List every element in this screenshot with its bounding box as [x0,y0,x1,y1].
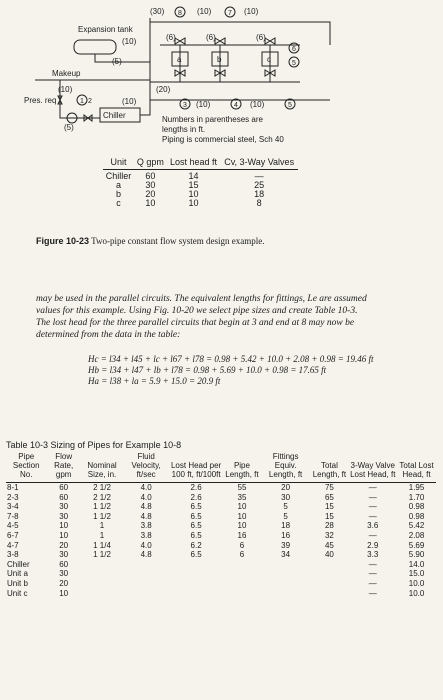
table-10-3-cell: 3.3 [367,550,379,560]
table-10-3-cell: 3.8 [140,521,152,531]
note-line-1: Numbers in parentheses are [162,115,263,124]
label-pres-req: Pres. req [24,96,57,105]
figure-caption [36,236,264,246]
node-2: 2 [88,98,92,105]
table-10-3-cell: 2 1/2 [93,483,111,492]
table-10-3-row [6,521,436,531]
table-10-3-cell: — [368,502,377,512]
figure-text: Two-pipe constant flow system design example. [91,236,265,246]
length-5-low: (5) [64,123,74,132]
table-10-3-cell: 1 1/2 [93,550,111,560]
table-10-3-cell [81,579,123,589]
table-10-3-cell [223,560,261,570]
table-10-3-cell: 6-7 [7,530,19,540]
table-10-3-cell: 10 [59,521,69,531]
table-10-3-cell: 1 1/2 [93,511,111,521]
expansion-tank [74,40,116,54]
table-10-3-cell [261,589,311,599]
length-20: (20) [156,85,171,94]
table-10-3-cell [123,569,169,579]
table-10-3-cell: 1.95 [408,483,425,492]
table-10-3-header: Flow Rate, gpm [46,452,80,483]
table-10-3-row [6,550,436,560]
length-10-top2: (10) [244,7,259,16]
node-5: 5 [292,60,296,67]
coil-a-label: a [177,55,182,64]
unit-cell: 10 [188,189,199,199]
table-10-3-cell: 1 1/4 [93,540,111,550]
table-10-3-cell: 16 [237,530,247,540]
length-10-bottom1: (10) [196,100,211,109]
table-10-3-cell: — [368,569,377,579]
table-10-3-cell: 34 [281,550,291,560]
table-10-3-cell: 4.8 [140,511,152,521]
length-30: (30) [150,7,165,16]
table-10-3-cell: 6.5 [190,521,202,531]
table-10-3-cell: — [368,492,377,502]
table-10-3-cell: 3-4 [7,502,19,512]
unit-cell: 8 [256,198,262,208]
length-10-makeup: (10) [58,85,73,94]
unit-row [103,181,298,190]
node-4: 4 [234,102,238,109]
unit-cell: a [116,180,122,190]
table-10-3-cell: Unit c [7,588,28,598]
table-10-3-row [6,493,436,503]
table-10-3-header: Fluid Velocity, ft/sec [123,452,169,483]
note-line-2: lengths in ft. [162,125,206,134]
unit-cell: 30 [145,180,156,190]
table-10-3-cell: 1 [99,521,105,531]
table-10-3-cell: 39 [281,540,291,550]
length-6c: (6) [256,33,266,42]
unit-header-unit: Unit [103,158,134,170]
para-line-1: may be used in the parallel circuits. The equivalent lengths for fittings, Le are assumed [36,294,367,304]
table-10-3-cell: 6 [239,540,245,550]
table-10-3-row [6,579,436,589]
table-10-3-cell: 6.5 [190,502,202,512]
unit-cell: b [116,189,122,199]
table-10-3-row [6,531,436,541]
table-10-3-header: Fittings Equiv. Length, ft [261,452,311,483]
table-10-3-cell: 28 [324,521,334,531]
table-10-3 [6,452,436,598]
table-10-3-cell: — [368,530,377,540]
length-5: (5) [112,57,122,66]
table-10-3-cell: 14.0 [408,559,425,569]
table-10-3-cell: 10 [237,521,247,531]
table-10-3-cell: 2.6 [190,492,202,502]
length-6b: (6) [206,33,216,42]
table-10-3-cell: — [368,483,377,492]
table-10-3-cell: 65 [324,492,334,502]
table-10-3-cell: 5.42 [408,521,425,531]
table-10-3-cell: 1.70 [408,492,425,502]
table-10-3-cell: 0.98 [408,502,425,512]
table-10-3-cell [310,569,348,579]
table-10-3-cell [169,569,223,579]
table-10-3-cell: 8-1 [7,483,19,492]
table-10-3-cell [81,569,123,579]
table-10-3-cell: Chiller [7,559,30,569]
table-10-3-cell: 1 [99,530,105,540]
table-10-3-cell: 10 [237,511,247,521]
table-10-3-cell: 40 [324,550,334,560]
table-10-3-cell: 3.6 [367,521,379,531]
table-10-3-cell: 2.6 [190,483,202,492]
table-10-3-cell: 30 [59,502,69,512]
table-10-3-cell: 10.0 [408,588,425,598]
table-10-3-cell [123,579,169,589]
table-10-3-cell [169,589,223,599]
unit-header-cv: Cv, 3-Way Valves [220,158,298,170]
table-10-3-row [6,502,436,512]
table-10-3-cell: 15 [324,511,334,521]
table-10-3-cell: 30 [59,550,69,560]
table-10-3-row [6,512,436,522]
table-10-3-cell: 60 [59,559,69,569]
table-10-3-header: Total Lost Head, ft [397,452,436,483]
equation-b: Hb = l34 + l47 + lb + l78 = 0.98 + 5.69 + 10.0 + 0.98 = 17.65 ft [88,365,327,375]
unit-cell: 20 [145,189,156,199]
equation-c: Hc = l34 + l45 + lc + l67 + l78 = 0.98 + 5.42 + 10.0 + 2.08 + 0.98 = 19.46 ft [88,354,374,364]
unit-row [103,199,298,208]
equation-a: Ha = l38 + la = 5.9 + 15.0 = 20.9 ft [88,376,221,386]
unit-row [103,170,298,182]
body-paragraph [36,293,436,341]
table-10-3-cell: 10.0 [408,578,425,588]
table-10-3-cell: 6.5 [190,530,202,540]
table-10-3-row [6,569,436,579]
table-10-3-title: Table 10-3 Sizing of Pipes for Example 10-8 [6,440,182,450]
table-10-3-cell: 4.0 [140,483,152,492]
para-line-3: The lost head for the three parallel circuits that begin at 3 and end at 8 may now be [36,318,355,328]
note-line-3: Piping is commercial steel, Sch 40 [162,135,284,144]
table-10-3-cell: 55 [237,483,247,492]
length-10-bottom2: (10) [250,100,265,109]
unit-cell: 25 [254,180,265,190]
table-10-3-cell: 2 1/2 [93,492,111,502]
table-10-3-cell: 4.8 [140,502,152,512]
table-10-3-cell: 35 [237,492,247,502]
table-10-3-cell: 75 [324,483,334,492]
table-10-3-cell: 30 [59,569,69,579]
table-10-3-cell [223,579,261,589]
table-10-3-cell: 1 1/2 [93,502,111,512]
table-10-3-cell: 45 [324,540,334,550]
table-10-3-cell: 15 [324,502,334,512]
table-10-3-header: Total Length, ft [310,452,348,483]
table-10-3-header: Nominal Size, in. [81,452,123,483]
node-3: 3 [183,102,187,109]
node-8: 8 [178,10,182,17]
unit-cell: 14 [188,171,199,181]
node-6: 6 [292,46,296,53]
para-line-4: determined from the data in the table: [36,330,181,340]
table-10-3-cell: 3.8 [140,530,152,540]
table-10-3-cell [81,589,123,599]
coil-b-label: b [217,55,222,64]
table-10-3-cell: 16 [281,530,291,540]
table-10-3-cell [123,589,169,599]
table-10-3-cell: 2.08 [408,530,425,540]
length-6a: (6) [166,33,176,42]
table-10-3-cell: 18 [281,521,291,531]
coil-c-label: c [267,55,271,64]
table-10-3-cell: 10 [59,530,69,540]
table-10-3-cell: 2-3 [7,492,19,502]
table-10-3-header: Lost Head per 100 ft, ft/100ft [169,452,223,483]
table-10-3-cell: 32 [324,530,334,540]
figure-label: Figure 10-23 [36,236,90,246]
table-10-3-cell: 10 [237,502,247,512]
table-10-3-cell: 30 [281,492,291,502]
table-10-3-cell [123,560,169,570]
table-10-3-cell [223,569,261,579]
table-10-3-cell [310,579,348,589]
table-10-3-cell: 5 [283,511,288,521]
node-7: 7 [228,10,232,17]
length-10-left: (10) [122,37,137,46]
unit-data-table [103,158,298,208]
table-10-3-header: Pipe Length, ft [223,452,261,483]
table-10-3-cell [310,560,348,570]
table-10-3-row [6,589,436,599]
table-10-3-cell: 10 [59,588,69,598]
table-10-3-cell: 6.5 [190,511,202,521]
table-10-3-cell: 6.5 [190,550,202,560]
table-10-3-cell: 20 [281,483,291,492]
unit-header-lost-head: Lost head ft [167,158,221,170]
length-10-top: (10) [197,7,212,16]
unit-cell: 60 [145,171,156,181]
table-10-3-header: 3-Way Valve Lost Head, ft [348,452,397,483]
unit-cell: c [116,198,121,208]
table-10-3-cell: 60 [59,492,69,502]
table-10-3-cell: — [368,511,377,521]
table-10-3-cell: 6.2 [190,540,202,550]
table-10-3-cell [261,560,311,570]
unit-header-q: Q gpm [134,158,167,170]
table-10-3-cell [261,569,311,579]
para-line-2: values for this example. Using Fig. 10-20 we select pipe sizes and create Table 10-3. [36,306,358,316]
table-10-3-cell [169,579,223,589]
table-10-3-cell: 5.69 [408,540,425,550]
table-10-3-cell: 60 [59,483,69,492]
table-10-3-cell: 4.8 [140,550,152,560]
unit-row [103,190,298,199]
table-10-3-cell: 2.9 [367,540,379,550]
table-10-3-cell: — [368,559,377,569]
table-10-3-cell: — [368,578,377,588]
node-1: 1 [80,98,84,105]
table-10-3-cell: 0.98 [408,511,425,521]
table-10-3-cell: 30 [59,511,69,521]
table-10-3-cell [81,560,123,570]
table-10-3-row [6,560,436,570]
table-10-3-row [6,483,436,493]
unit-cell: 10 [145,198,156,208]
table-10-3-cell: 4.0 [140,540,152,550]
label-expansion-tank: Expansion tank [78,25,133,34]
table-10-3-cell: 20 [59,540,69,550]
table-10-3-cell [261,579,311,589]
node-5b: 5 [288,102,292,109]
table-10-3-cell: 5.90 [408,550,425,560]
table-10-3-cell: 15.0 [408,569,425,579]
unit-cell: 18 [254,189,265,199]
unit-cell: 15 [188,180,199,190]
table-10-3-row [6,541,436,551]
equations [88,354,438,387]
table-10-3-cell: 6 [239,550,245,560]
table-10-3-cell: Unit b [7,578,28,588]
table-10-3-cell: 7-8 [7,511,19,521]
table-10-3-cell: 4-5 [7,521,19,531]
length-10-chiller: (10) [122,97,137,106]
table-10-3-cell [223,589,261,599]
table-10-3-cell: 20 [59,578,69,588]
schematic-notes [162,115,284,145]
unit-cell: Chiller [105,171,132,181]
label-chiller: Chiller [103,111,126,120]
table-10-3-cell: 4.0 [140,492,152,502]
label-makeup: Makeup [52,69,81,78]
table-10-3-cell: 5 [283,502,288,512]
table-10-3-cell: 3-8 [7,550,19,560]
unit-cell: 10 [188,198,199,208]
table-10-3-cell [310,589,348,599]
table-10-3-cell: Unit a [7,569,28,579]
table-10-3-header: Pipe Section No. [6,452,46,483]
table-10-3-cell: 4-7 [7,540,19,550]
table-10-3-cell: — [368,588,377,598]
unit-cell: — [254,171,264,181]
table-10-3-cell [169,560,223,570]
